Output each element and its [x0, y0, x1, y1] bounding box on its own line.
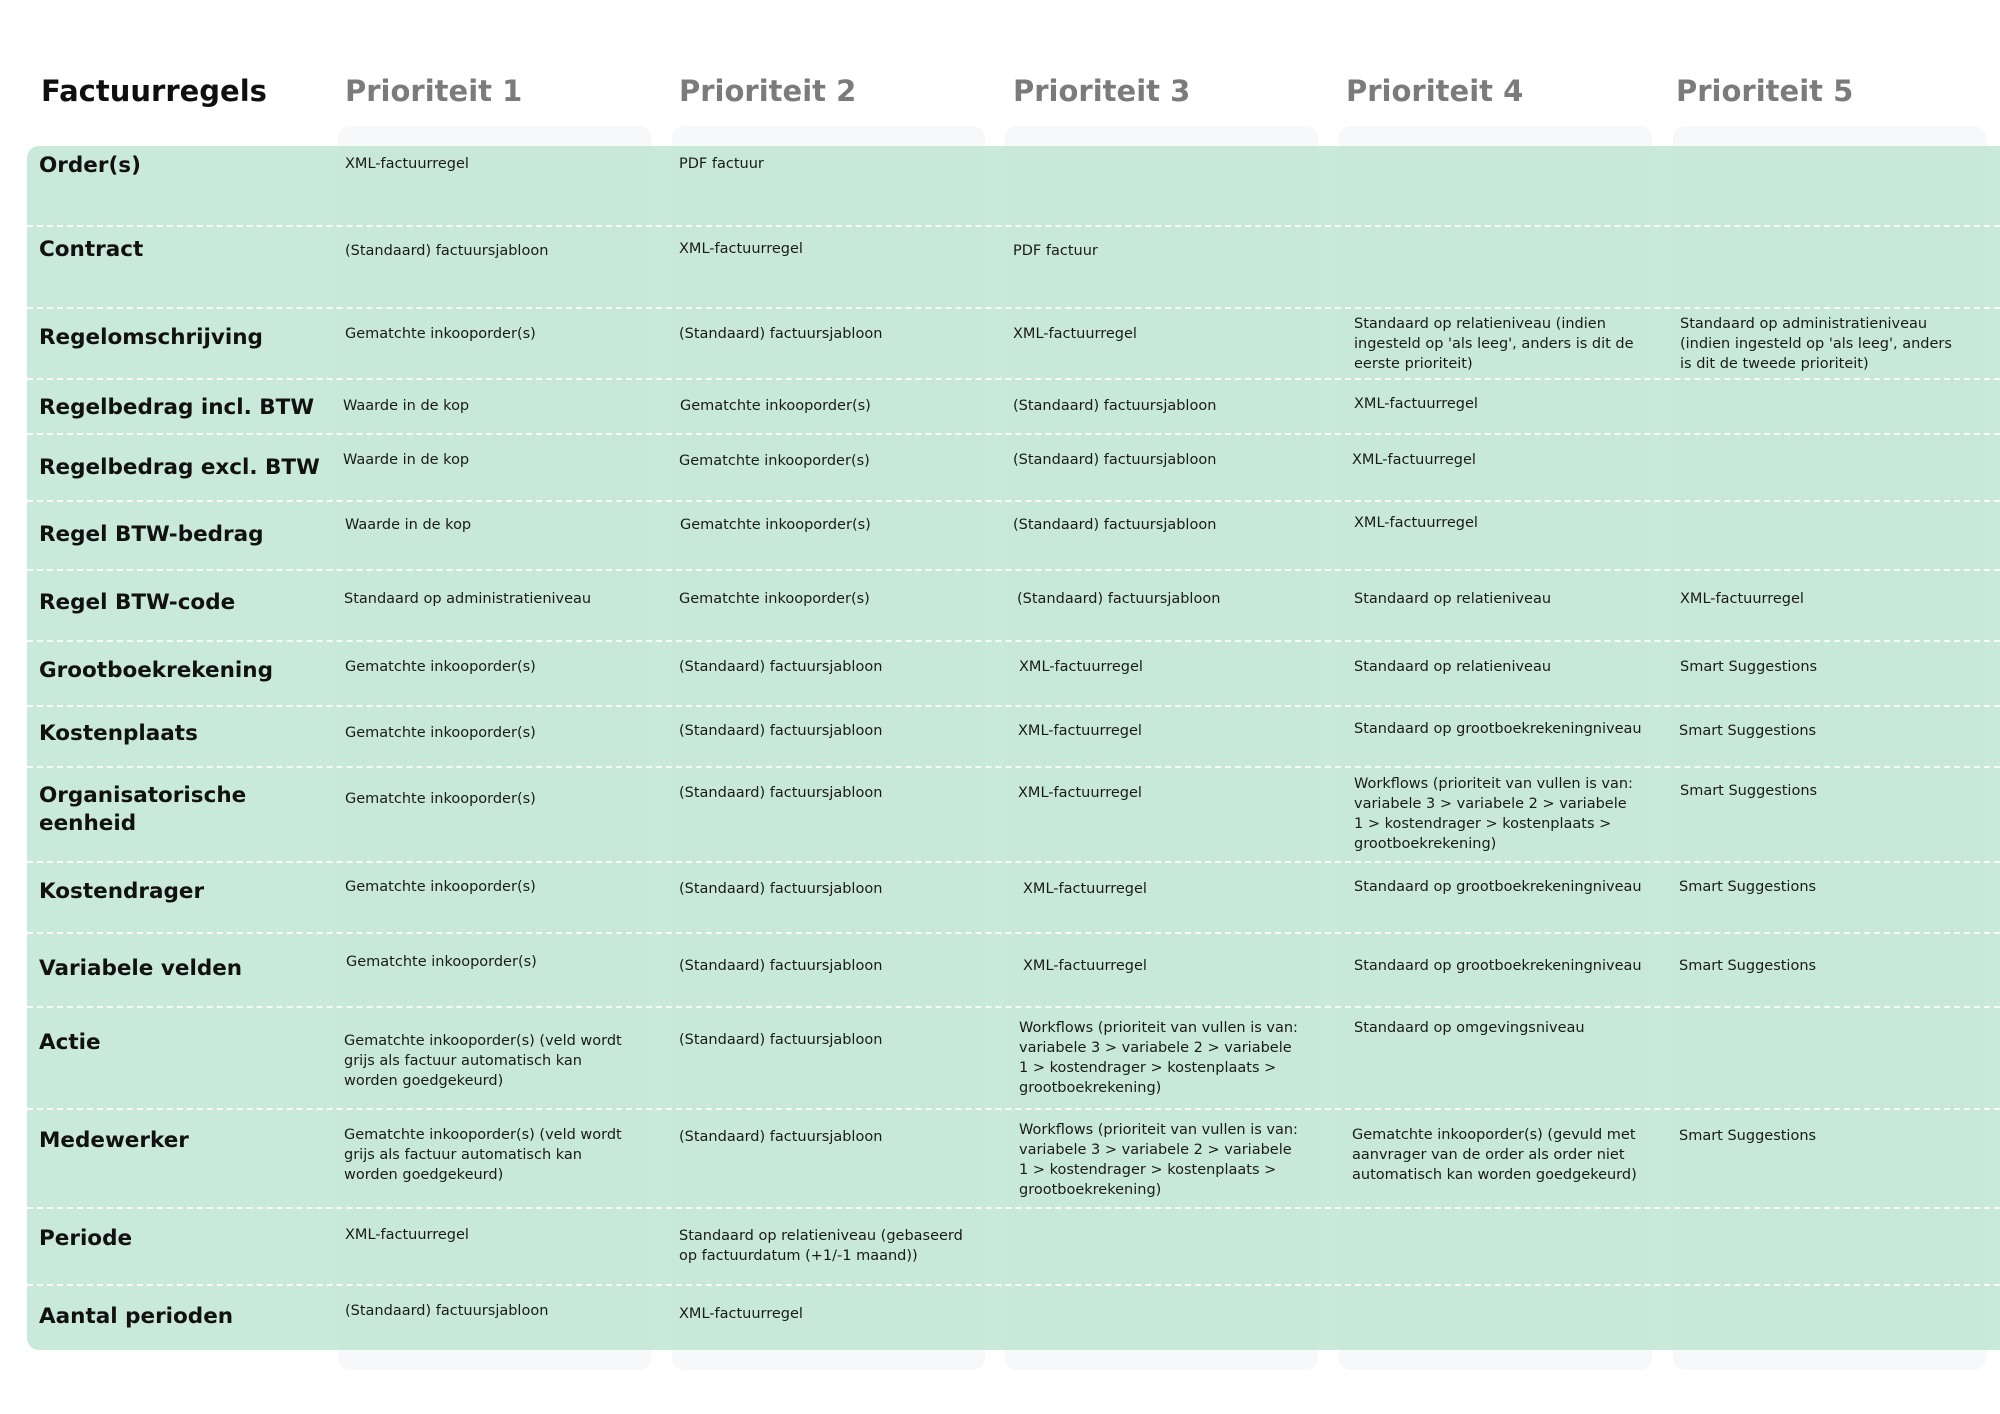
table-cell: (Standaard) factuursjabloon	[679, 881, 883, 897]
row-label: Organisatorische eenheid	[39, 783, 247, 836]
table-cell: Gematchte inkooporder(s) (gevuld met aanvrager van de order als order niet automatisch kan worden goedgekeurd)	[1352, 1127, 1637, 1183]
table-cell: XML-factuurregel	[1352, 452, 1476, 468]
table-cell: Standaard op relatieniveau	[1354, 591, 1552, 607]
table-cell: PDF factuur	[679, 156, 764, 172]
table-cell: XML-factuurregel	[1023, 881, 1147, 897]
priority-1-header: Prioriteit 1	[345, 74, 523, 108]
row-divider	[27, 1006, 2000, 1008]
table-cell: Smart Suggestions	[1680, 659, 1818, 675]
table-cell: Standaard op grootboekrekeningniveau	[1354, 879, 1642, 895]
table-cell: Gematchte inkooporder(s)	[679, 453, 870, 469]
table-cell: (Standaard) factuursjabloon	[1017, 591, 1221, 607]
table-cell: (Standaard) factuursjabloon	[1013, 517, 1217, 533]
row-label: Regel BTW-bedrag	[39, 522, 264, 547]
table-cell: (Standaard) factuursjabloon	[1013, 452, 1217, 468]
table-cell: Gematchte inkooporder(s)	[345, 725, 536, 741]
row-label: Order(s)	[39, 153, 141, 178]
table-cell: Gematchte inkooporder(s)	[345, 326, 536, 342]
row-label: Contract	[39, 237, 144, 262]
table-cell: Standaard op grootboekrekeningniveau	[1354, 958, 1642, 974]
table-cell: Standaard op relatieniveau (gebaseerd op factuurdatum (+1/-1 maand))	[679, 1228, 963, 1264]
table-title: Factuurregels	[41, 74, 267, 108]
row-divider	[27, 433, 2000, 435]
table-cell: PDF factuur	[1013, 243, 1098, 259]
row-divider	[27, 378, 2000, 380]
table-cell: Gematchte inkooporder(s)	[679, 591, 870, 607]
row-label: Regel BTW-code	[39, 590, 236, 615]
row-divider	[27, 932, 2000, 934]
table-cell: Gematchte inkooporder(s)	[680, 398, 871, 414]
table-cell: Smart Suggestions	[1679, 1128, 1817, 1144]
priority-3-header: Prioriteit 3	[1013, 74, 1191, 108]
table-cell: XML-factuurregel	[679, 241, 803, 257]
table-cell: Smart Suggestions	[1679, 879, 1817, 895]
table-cell: XML-factuurregel	[1018, 723, 1142, 739]
row-label: Regelbedrag excl. BTW	[39, 455, 320, 480]
priority-2-header: Prioriteit 2	[679, 74, 857, 108]
table-cell: (Standaard) factuursjabloon	[679, 659, 883, 675]
table-cell: (Standaard) factuursjabloon	[345, 1303, 549, 1319]
row-label: Variabele velden	[39, 956, 243, 981]
table-cell: (Standaard) factuursjabloon	[345, 243, 549, 259]
table-cell: Waarde in de kop	[343, 452, 470, 468]
table-cell: Smart Suggestions	[1679, 723, 1817, 739]
row-label: Grootboekrekening	[39, 658, 273, 683]
row-label: Medewerker	[39, 1128, 189, 1153]
table-cell: (Standaard) factuursjabloon	[1013, 398, 1217, 414]
row-label: Regelbedrag incl. BTW	[39, 395, 315, 420]
table-cell: Standaard op administratieniveau (indien ingesteld op 'als leeg', anders is dit de tweede prioriteit)	[1680, 316, 1952, 372]
table-cell: XML-factuurregel	[1013, 326, 1137, 342]
row-divider	[27, 1284, 2000, 1286]
row-divider	[27, 1207, 2000, 1209]
table-cell: XML-factuurregel	[679, 1306, 803, 1322]
table-cell: Gematchte inkooporder(s)	[345, 791, 536, 807]
table-cell: XML-factuurregel	[1018, 785, 1142, 801]
table-cell: Standaard op relatieniveau (indien ingesteld op 'als leeg', anders is dit de eerste prioriteit)	[1354, 316, 1634, 372]
row-label: Actie	[39, 1030, 101, 1055]
table-cell: (Standaard) factuursjabloon	[679, 723, 883, 739]
row-label: Periode	[39, 1226, 133, 1251]
table-cell: Smart Suggestions	[1680, 783, 1818, 799]
table-cell: (Standaard) factuursjabloon	[679, 785, 883, 801]
table-cell: XML-factuurregel	[1354, 515, 1478, 531]
table-cell: (Standaard) factuursjabloon	[679, 958, 883, 974]
row-divider	[27, 640, 2000, 642]
row-label: Regelomschrijving	[39, 325, 263, 350]
table-cell: XML-factuurregel	[345, 1227, 469, 1243]
table-cell: XML-factuurregel	[1680, 591, 1804, 607]
row-label: Kostendrager	[39, 879, 205, 904]
table-cell: Standaard op administratieniveau	[344, 591, 592, 607]
row-divider	[27, 307, 2000, 309]
table-cell: (Standaard) factuursjabloon	[679, 1129, 883, 1145]
priority-5-header: Prioriteit 5	[1676, 74, 1854, 108]
table-cell: Workflows (prioriteit van vullen is van: variabele 3 > variabele 2 > variabele 1 > kostendrager > kostenplaats > grootboekrekening)	[1019, 1020, 1298, 1096]
table-cell: XML-factuurregel	[1023, 958, 1147, 974]
table-cell: Workflows (prioriteit van vullen is van: variabele 3 > variabele 2 > variabele 1 > kostendrager > kostenplaats > grootboekrekening)	[1019, 1122, 1298, 1198]
table-cell: (Standaard) factuursjabloon	[679, 326, 883, 342]
row-divider	[27, 766, 2000, 768]
table-cell: Standaard op omgevingsniveau	[1354, 1020, 1585, 1036]
table-cell: Smart Suggestions	[1679, 958, 1817, 974]
row-divider	[27, 1108, 2000, 1110]
priority-4-header: Prioriteit 4	[1346, 74, 1524, 108]
table-cell: Waarde in de kop	[343, 398, 470, 414]
table-cell: Gematchte inkooporder(s)	[346, 954, 537, 970]
table-cell: Workflows (prioriteit van vullen is van: variabele 3 > variabele 2 > variabele 1 > kostendrager > kostenplaats > grootboekrekening)	[1354, 776, 1633, 852]
table-cell: (Standaard) factuursjabloon	[679, 1032, 883, 1048]
row-divider	[27, 861, 2000, 863]
table-cell: Gematchte inkooporder(s) (veld wordt grijs als factuur automatisch kan worden goedgekeurd)	[344, 1127, 622, 1183]
row-divider	[27, 500, 2000, 502]
table-cell: Gematchte inkooporder(s) (veld wordt grijs als factuur automatisch kan worden goedgekeurd)	[344, 1033, 622, 1089]
row-label: Kostenplaats	[39, 721, 198, 746]
row-divider	[27, 225, 2000, 227]
table-cell: XML-factuurregel	[1019, 659, 1143, 675]
table-cell: Gematchte inkooporder(s)	[345, 659, 536, 675]
table-cell: XML-factuurregel	[1354, 396, 1478, 412]
table-cell: XML-factuurregel	[345, 156, 469, 172]
table-cell: Gematchte inkooporder(s)	[680, 517, 871, 533]
row-divider	[27, 705, 2000, 707]
table-cell: Gematchte inkooporder(s)	[345, 879, 536, 895]
row-divider	[27, 569, 2000, 571]
row-label: Aantal perioden	[39, 1304, 234, 1329]
table-cell: Standaard op grootboekrekeningniveau	[1354, 721, 1642, 737]
table-cell: Standaard op relatieniveau	[1354, 659, 1552, 675]
table-cell: Waarde in de kop	[345, 517, 472, 533]
